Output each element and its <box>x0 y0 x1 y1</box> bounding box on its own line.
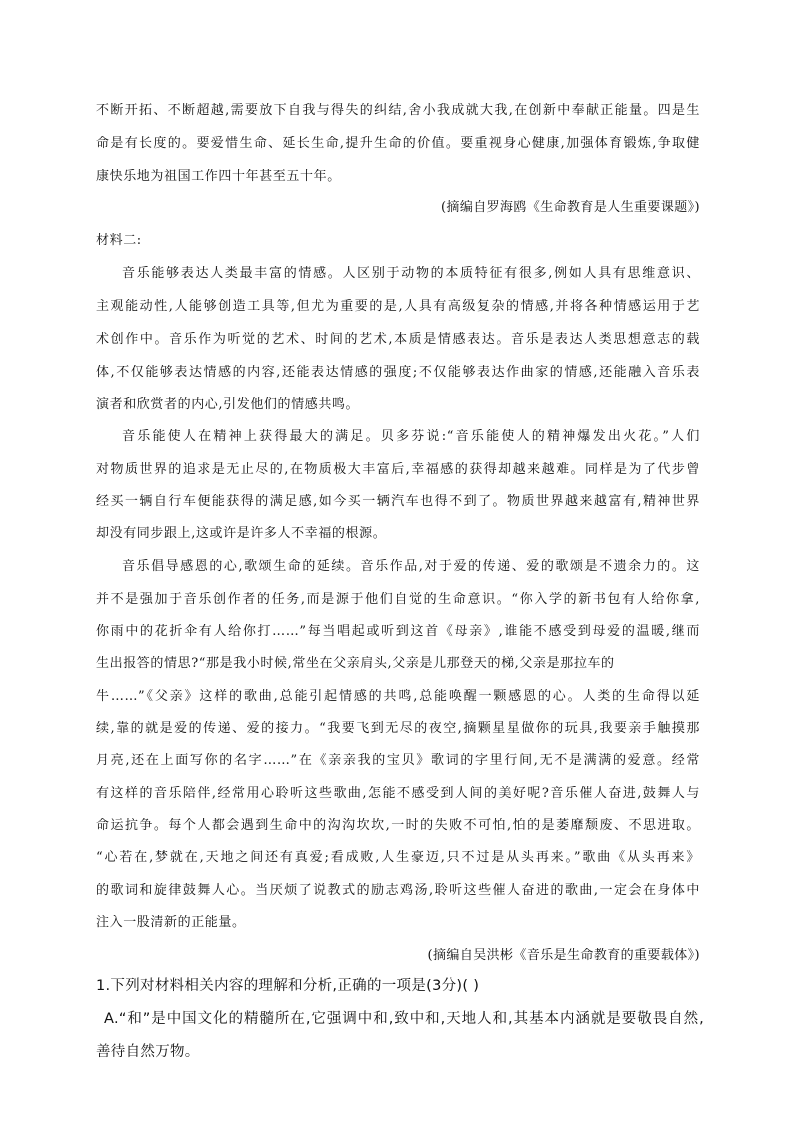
paragraph1-line: 体,不仅能够表达情感的内容,还能表达情感的强度;不仅能够表达作曲家的情感,还能融入音乐表 <box>96 365 700 380</box>
source-citation-2: (摘编自吴洪彬《音乐是生命教育的重要载体》) <box>427 948 700 963</box>
material2-heading: 材料二: <box>96 233 142 248</box>
paragraph1-line: 演者和欣赏者的内心,引发他们的情感共鸣。 <box>96 397 360 412</box>
paragraph1-line: 音乐能够表达人类最丰富的情感。人区别于动物的本质特征有很多,例如人具有思维意识、 <box>122 266 700 281</box>
material1-line: 命是有长度的。要爱惜生命、延长生命,提升生命的价值。要重视身心健康,加强体育锻炼,争取健 <box>96 136 700 151</box>
paragraph3-line: “心若在,梦就在,天地之间还有真爱;看成败,人生豪迈,只不过是从头再来。”歌曲《从头再来》 <box>96 850 700 865</box>
paragraph3-line: 命运抗争。每个人都会遇到生命中的沟沟坎坎,一时的失败不可怕,怕的是萎靡颓废、不思进取。 <box>96 818 700 833</box>
paragraph3-line: 月亮,还在上面写你的名字……”在《亲亲我的宝贝》歌词的字里行间,无不是满满的爱意。经常 <box>96 753 700 768</box>
paragraph2-line: 对物质世界的追求是无止尽的,在物质极大丰富后,幸福感的获得却越来越难。同样是为了代步曾 <box>96 462 700 477</box>
paragraph3-line: 续,靠的就是爱的传递、爱的接力。“我要飞到无尽的夜空,摘颗星星做你的玩具,我要亲手触摸那 <box>96 721 700 736</box>
question1-stem: 1.下列对材料相关内容的理解和分析,正确的一项是(3分)( ) <box>96 978 480 994</box>
material1-line: 不断开拓、不断超越,需要放下自我与得失的纠结,舍小我成就大我,在创新中奉献正能量。四是生 <box>96 103 700 118</box>
paragraph3-line: 的歌词和旋律鼓舞人心。当厌烦了说教式的励志鸡汤,聆听这些催人奋进的歌曲,一定会在身体中 <box>96 883 700 898</box>
paragraph3-line: 有这样的音乐陪伴,经常用心聆听这些歌曲,怎能不感受到人间的美好呢?音乐催人奋进,鼓舞人与 <box>96 786 700 801</box>
paragraph1-line: 术创作中。音乐作为听觉的艺术、时间的艺术,本质是情感表达。音乐是表达人类思想意志的载 <box>96 332 700 347</box>
paragraph3-line: 注入一股清新的正能量。 <box>96 915 246 930</box>
paragraph2-line: 音乐能使人在精神上获得最大的满足。贝多芬说:“音乐能使人的精神爆发出火花。”人们 <box>122 429 700 444</box>
question1-option-a-continued: 善待自然万物。 <box>96 1044 200 1060</box>
paragraph1-line: 主观能动性,人能够创造工具等,但尤为重要的是,人具有高级复杂的情感,并将各种情感运用于艺 <box>96 299 700 314</box>
source-citation-1: (摘编自罗海鸥《生命教育是人生重要课题》) <box>440 200 700 215</box>
paragraph3-line: 牛……”《父亲》这样的歌曲,总能引起情感的共鸣,总能唤醒一颗感恩的心。人类的生命得以延 <box>96 689 700 704</box>
paragraph2-line: 却没有同步跟上,这或许是许多人不幸福的根源。 <box>96 526 387 541</box>
paragraph3-line: 生出报答的情思?“那是我小时候,常坐在父亲肩头,父亲是儿那登天的梯,父亲是那拉车的 <box>96 656 615 671</box>
question1-option-a: A.“和”是中国文化的精髓所在,它强调中和,致中和,天地人和,其基本内涵就是要敬畏自然, <box>104 1011 704 1027</box>
paragraph2-line: 经买一辆自行车便能获得的满足感,如今买一辆汽车也得不到了。物质世界越来越富有,精神世界 <box>96 494 700 509</box>
paragraph3-line: 你雨中的花折伞有人给你打……”每当唱起或听到这首《母亲》,谁能不感受到母爱的温暖,继而 <box>96 624 700 639</box>
paragraph3-line: 音乐倡导感恩的心,歌颂生命的延续。音乐作品,对于爱的传递、爱的歌颂是不遗余力的。这 <box>122 559 700 574</box>
material1-line: 康快乐地为祖国工作四十年甚至五十年。 <box>96 169 341 184</box>
paragraph3-line: 并不是强加于音乐创作者的任务,而是源于他们自觉的生命意识。“你入学的新书包有人给你拿, <box>96 592 700 607</box>
